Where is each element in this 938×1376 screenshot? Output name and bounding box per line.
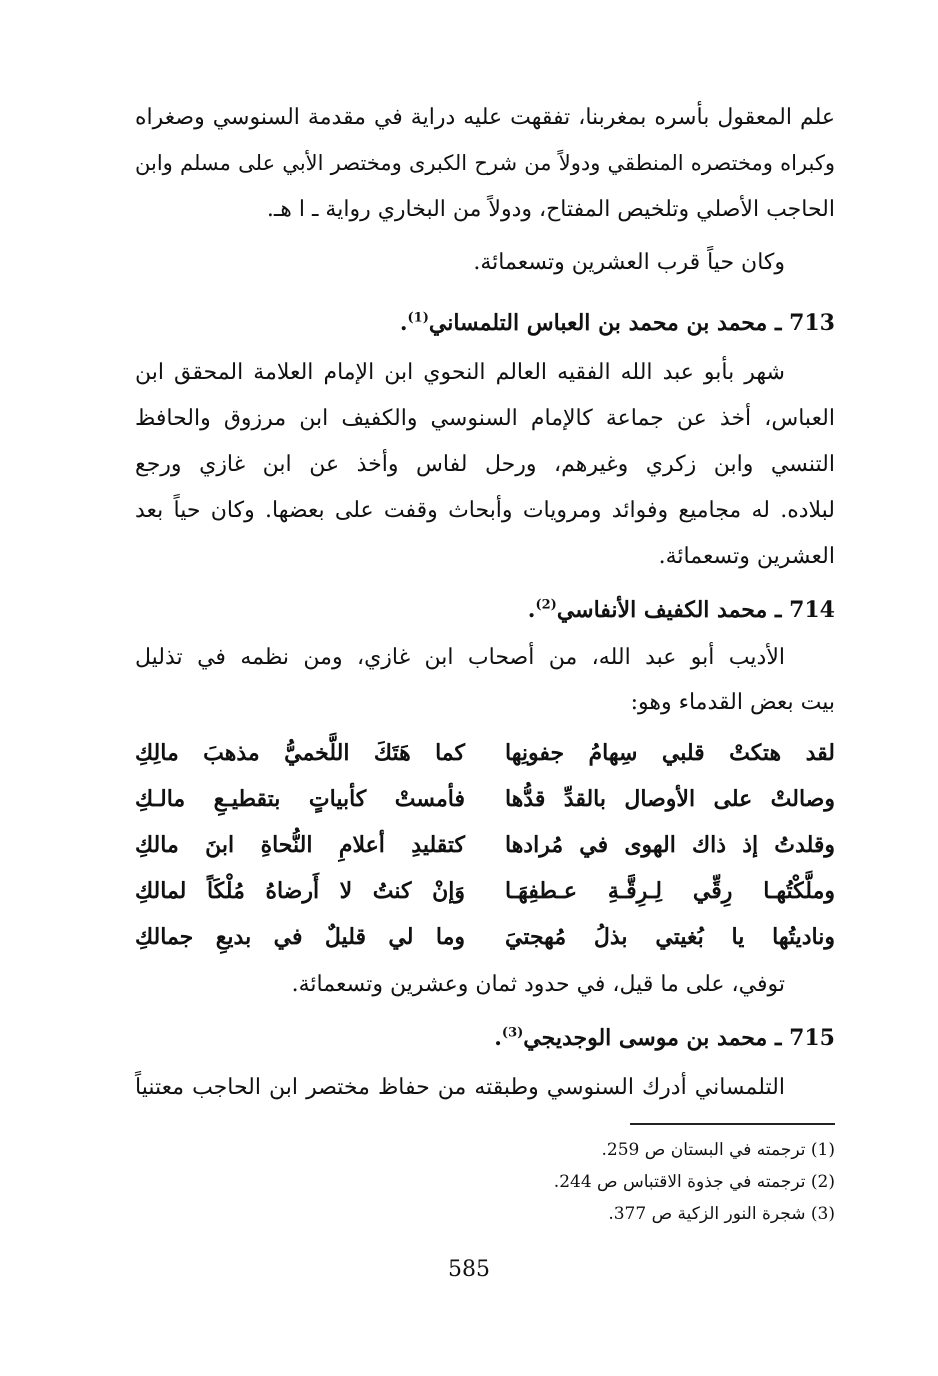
entry-714-heading xyxy=(135,597,835,623)
entry-715-line-1: التلمساني أدرك السنوسي وطبقته من حفاظ مختصر ابن الحاجب معتنياً xyxy=(135,1075,785,1100)
entry-714-title-end: . xyxy=(527,597,536,623)
entry-714-line-1: الأديب أبو عبد الله، من أصحاب ابن غازي، ومن نظمه في تذليل xyxy=(135,645,785,670)
verse-first-hemistich: وناديتُها يا بُغيتي بذلُ مُهجتيَ xyxy=(505,924,835,950)
entry-713-title: 713 ـ محمد بن محمد بن العباس التلمساني xyxy=(428,310,835,336)
verse-first-hemistich: لقد هتكتْ قلبي سِهامُ جفونِها xyxy=(505,740,835,766)
verse-second-hemistich: وما لي قليلٌ في بديعِ جمالكِ xyxy=(135,924,465,950)
entry-713-line-3: التنسي وابن زكري وغيرهم، ورحل لفاس وأخذ عن ابن غازي ورجع xyxy=(135,452,835,477)
footnote-3: (3) شجرة النور الزكية ص 377. xyxy=(608,1204,835,1224)
entry-714-title: 714 ـ محمد الكفيف الأنفاسي xyxy=(556,597,835,623)
verse-first-hemistich: وملَّكْتُهـا رِقِّي لِـرِقَّـةِ عـطفِهَـا xyxy=(505,878,835,904)
entry-713-line-2: العباس، أخذ عن جماعة كالإمام السنوسي والكفيف ابن مرزوق والحافظ xyxy=(135,406,835,431)
entry-713-line-5: العشرين وتسعمائة. xyxy=(658,544,835,569)
entry-713-line-1: شهر بأبو عبد الله الفقيه العالم النحوي ابن الإمام العلامة المحقق ابن xyxy=(135,360,785,385)
entry-713-note-ref: (1) xyxy=(407,310,429,326)
verse-second-hemistich: كتقليدِ أعلامِ النُّحاةِ ابنَ مالكِ xyxy=(135,832,465,858)
entry-714-death-line: توفي، على ما قيل، في حدود ثمان وعشرين وتسعمائة. xyxy=(291,972,785,997)
entry-715-title-end: . xyxy=(494,1025,502,1051)
entry-714-note-ref: (2) xyxy=(535,597,557,613)
verse-second-hemistich: كما هَتَكَ اللَّخميُّ مذهبَ مالِكِ xyxy=(135,740,465,766)
verse-row xyxy=(135,832,835,878)
entry-713-line-4: لبلاده. له مجاميع وفوائد ومرويات وأبحاث وقفت على بعضها. وكان حياً بعد xyxy=(135,498,835,523)
intro-line-3: الحاجب الأصلي وتلخيص المفتاح، ودولاً من البخاري رواية ـ ا هـ. xyxy=(266,197,835,222)
footnote-divider xyxy=(630,1123,835,1125)
footnote-1: (1) ترجمته في البستان ص 259. xyxy=(601,1140,835,1160)
intro-line-1: علم المعقول بأسره بمغربنا، تفقهت عليه دراية في مقدمة السنوسي وصغراه xyxy=(135,105,835,130)
entry-715-title: 715 ـ محمد بن موسى الوجديجي xyxy=(523,1025,835,1051)
entry-713-heading xyxy=(135,310,835,336)
verse-second-hemistich: فأمستْ كأبياتٍ بتقطيـعِ مالـكِ xyxy=(135,786,465,812)
verse-first-hemistich: وقلدتُ إذ ذاك الهوى في مُرادها xyxy=(505,832,835,858)
verse-first-hemistich: وصالتْ على الأوصال بالقدِّ قدُّها xyxy=(505,786,835,812)
entry-715-heading xyxy=(135,1025,835,1051)
page-number: 585 xyxy=(448,1257,490,1282)
verse-second-hemistich: وَإنْ كنتُ لا أَرضاهُ مُلْكَاً لمالكِ xyxy=(135,878,465,904)
entry-715-note-ref: (3) xyxy=(501,1025,524,1041)
entry-714-line-2: بيت بعض القدماء وهو: xyxy=(630,690,835,715)
entry-713-title-end: . xyxy=(399,310,408,336)
verse-row xyxy=(135,924,835,970)
footnote-2: (2) ترجمته في جذوة الاقتباس ص 244. xyxy=(553,1172,835,1192)
verse-row xyxy=(135,740,835,786)
intro-line-2: وكبراه ومختصره المنطقي ودولاً من شرح الكبرى ومختصر الأبي على مسلم وابن xyxy=(135,151,835,175)
intro-end-line: وكان حياً قرب العشرين وتسعمائة. xyxy=(473,250,785,275)
verse-row xyxy=(135,786,835,832)
verse-row xyxy=(135,878,835,924)
